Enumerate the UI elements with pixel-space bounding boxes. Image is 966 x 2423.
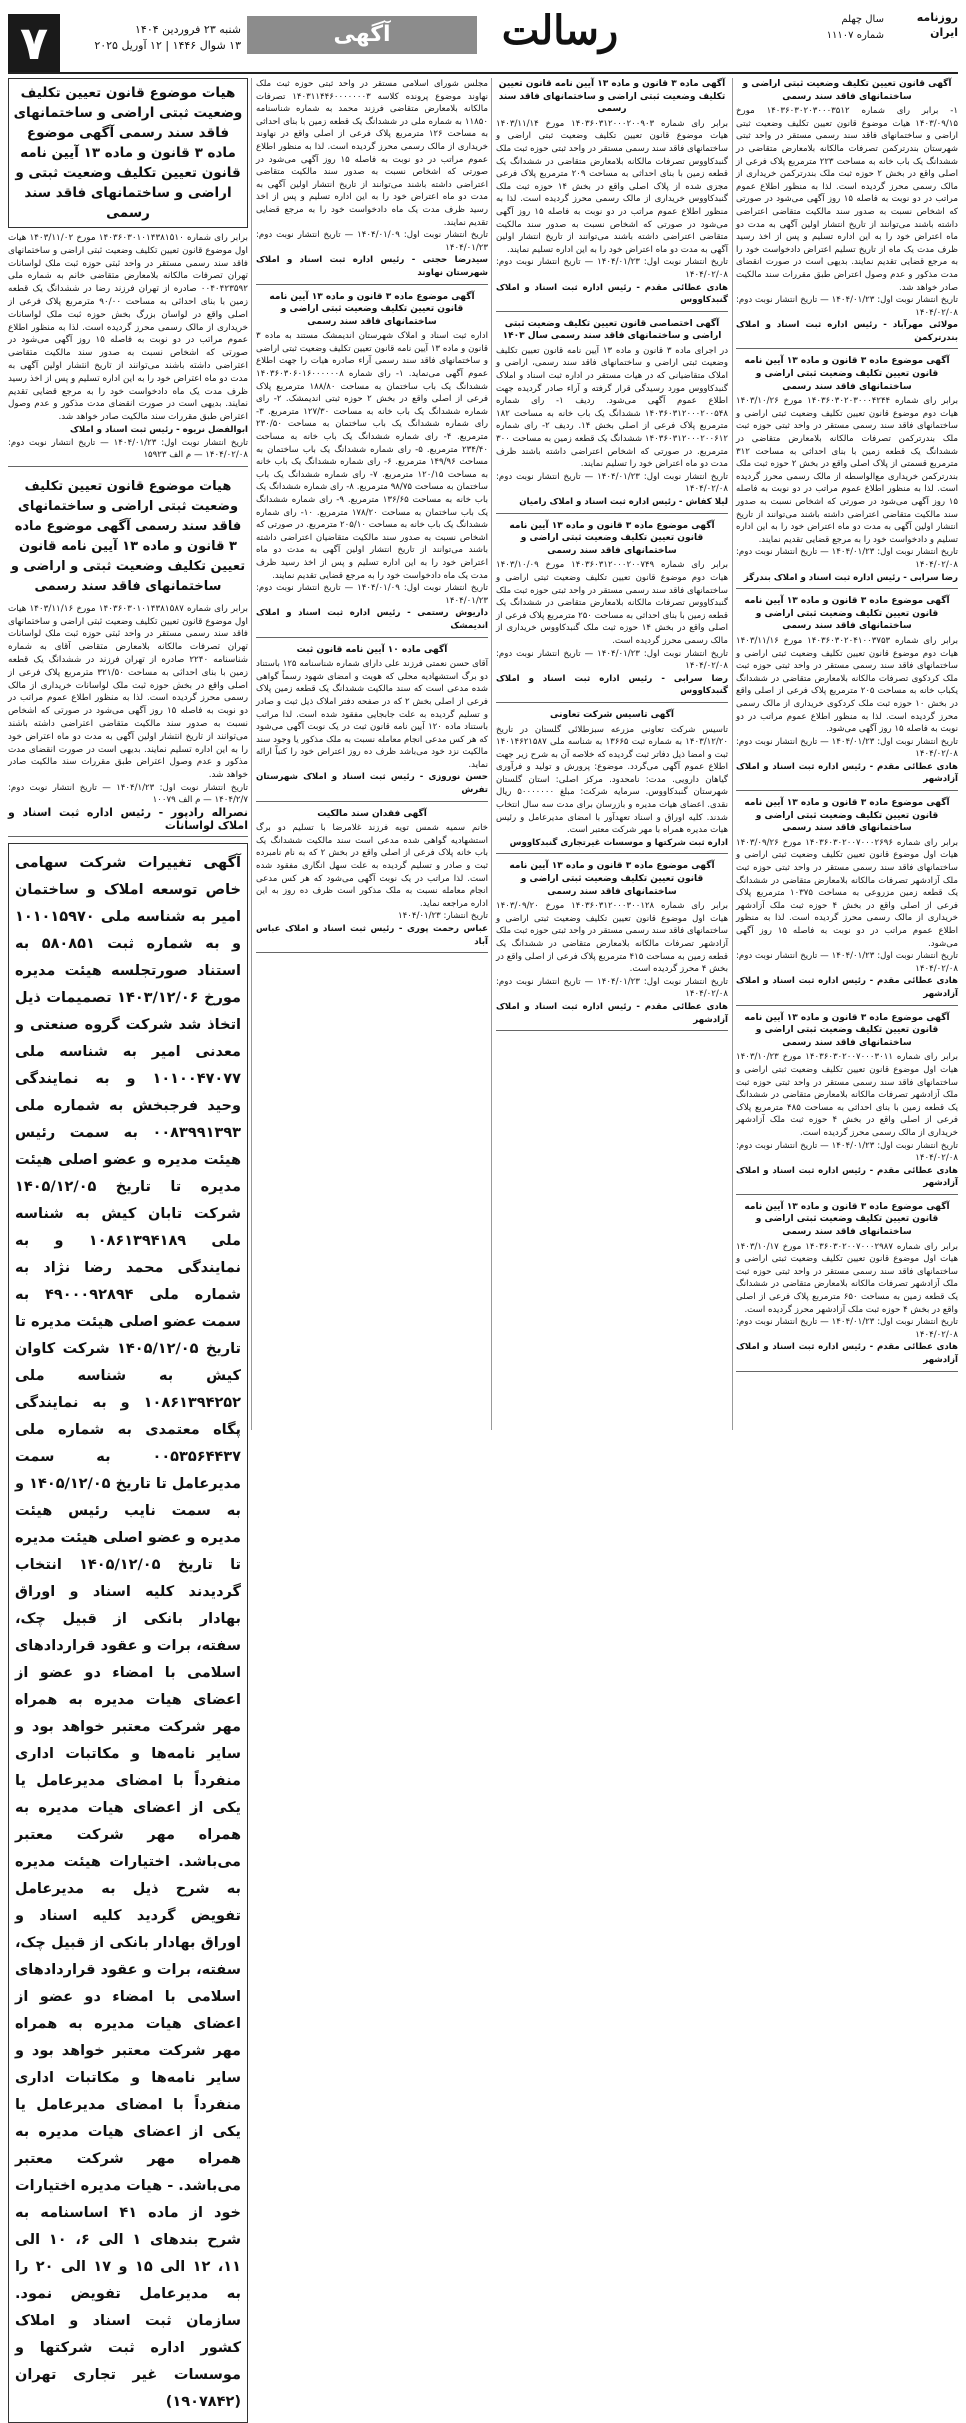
notice-signature: هادی عطائی مقدم - رئیس اداره ثبت اسناد و املاک گنبدکاووس [496,282,728,306]
notice-dates: تاریخ انتشار نوبت اول: ۱۴۰۴/۰۱/۲۳ — تاریخ انتشار نوبت دوم: ۱۴۰۴/۰۲/۰۸ [496,976,728,1000]
brand-logo [490,0,630,60]
section-title: آگهی [247,16,477,54]
notice-body: ۱- برابر رای شماره ۱۴۰۳۶۰۳۰۲۰۳۰۰۰۳۵۱۲ مورخ ۱۴۰۳/۰۹/۱۵ هیات موضوع قانون تعیین تکلیف وضعیت ثبتی اراضی و ساختمانهای فاقد سند رسمی مستقر در واحد ثبتی شهرستان بندرترکمن تصرفات مالکانه بلامعارض متقاضی در ششدانگ یک باب خانه به مساحت ۲۲۳ مترمربع پلاک فرعی از اصلی واقع در بخش ۲ حوزه ثبت ملک بندرترکمن خریداری از مالک رسمی محرز گردیده است. لذا به منظور اطلاع عموم مراتب در دو نوبت به فاصله ۱۵ روز آگهی می‌شود در صورتی که اشخاص نسبت به صدور سند مالکیت متقاضی اعتراضی داشته باشند می‌توانند از تاریخ انتشار اولین آگهی به مدت دو ماه اعتراض خود را به این اداره تسلیم و پس از اخذ رسید ظرف مدت یک ماه از تاریخ تسلیم اعتراض دادخواست خود را به مرجع قضایی تقدیم نمایند. بدیهی است در صورت انقضای مدت مذکور و عدم وصول اعتراض طبق مقررات سند مالکیت صادر خواهد شد. [736,106,959,293]
column-divider [732,78,733,1430]
notice-signature: مولائی مهرآباد - رئیس اداره ثبت اسناد و املاک بندرترکمن [736,320,958,343]
notice [256,291,488,638]
column-4 [8,78,249,2411]
notice-title: آگهی موضوع ماده ۳ قانون و ماده ۱۳ آیین نامه قانون تعیین تکلیف وضعیت ثبتی اراضی و ساختمانهای فاقد سند رسمی [744,1012,950,1048]
notice-dates: تاریخ انتشار نوبت اول: ۱۴۰۴/۰۱/۰۹ — تاریخ انتشار نوبت دوم: ۱۴۰۴/۰۱/۲۳ [256,583,488,606]
column-divider [491,78,492,1430]
notice-dates: تاریخ انتشار: ۱۴۰۴/۰۱/۲۳ [398,911,488,922]
notice-signature: هادی عطائی مقدم - رئیس اداره ثبت اسناد و املاک آزادشهر [736,976,958,999]
notice-signature: عباس رحمت پوری - رئیس ثبت اسناد و املاک عباس آباد [256,924,488,947]
date-persian: شنبه ۲۳ فروردین ۱۴۰۴ [135,23,241,36]
date-hijri-gregorian: ۱۳ شوال ۱۴۴۶ | ۱۲ آوریل ۲۰۲۵ [94,39,241,52]
notice-dates: تاریخ انتشار نوبت اول: ۱۴۰۴/۰۱/۲۳ — تاریخ انتشار نوبت دوم: ۱۴۰۴/۰۲/۰۸ [496,257,728,280]
year-label: سال چهلم [841,14,884,25]
notice [496,860,728,1031]
notice [736,1201,958,1372]
issue-meta [794,12,884,44]
featured-notice-body: برابر رای شماره ۱۴۰۳۶۰۳۰۱۰۱۴۳۸۱۵۱۰ مورخ ۱۴۰۳/۱۱/۰۲ هیات اول موضوع قانون تعیین تکلیف وضعیت ثبتی اراضی و ساختمانهای فاقد سند رسمی مستقر در واحد ثبتی حوزه ثبت ملک لواسانات تهران تصرفات مالکانه بلامعارض متقاضی خانم به شماره ملی ۰۰۴۰۴۲۳۵۹۲ صادره از تهران فرزند رضا در ششدانگ یک قطعه زمین با بنای احداثی به مساحت ۹۰/۰۰ مترمربع پلاک فرعی از اصلی واقع در لواسان بزرگ بخش حوزه ثبت ملک لواسانات خریداری از مالک رسمی محرز گردیده است. لذا به منظور اطلاع عموم مراتب در دو نوبت به فاصله ۱۵ روز آگهی می‌شود در صورتی که اشخاص نسبت به صدور سند مالکیت متقاضی اعتراضی داشته باشند می‌توانند از تاریخ انتشار اولین آگهی به مدت دو ماه اعتراض خود را به این اداره تسلیم و پس از اخذ رسید ظرف مدت یک ماه دادخواست خود را به مرجع قضایی تقدیم نمایند. بدیهی است در صورت انقضای مدت مذکور و عدم وصول اعتراض طبق مقررات سند مالکیت صادر خواهد شد. [8,233,248,423]
notice [736,78,958,349]
featured-notice [8,473,248,838]
masthead [0,0,966,74]
notice [256,644,488,802]
notice-signature: رضا سرابی - رئیس اداره ثبت اسناد و املاک گنبدکاووس [496,673,728,697]
column-3 [256,78,488,1430]
notice-body: برابر رای شماره ۱۴۰۳۶۰۳۰۲۰۴۱۰۰۳۷۵۳ مورخ ۱۴۰۳/۱۱/۱۶ هیات دوم موضوع قانون تعیین تکلیف وضعیت ثبتی اراضی و ساختمانهای فاقد سند رسمی مستقر در واحد ثبتی حوزه ثبت ملک کردکوی تصرفات مالکانه بلامعارض متقاضی در ششدانگ یکباب خانه به مساحت ۲۰۵ مترمربع پلاک فرعی از اصلی واقع در بخش ۱۰ حوزه ثبت ملک کردکوی خریداری از مالک رسمی محرز گردیده است. لذا به منظور اطلاع عموم مراتب در دو نوبت به فاصله ۱۵ روز آگهی می‌شود. [736,635,959,735]
notice-body: برابر رای شماره ۱۴۰۳۶۰۳۱۲۰۰۰۲۰۰۹۰۳ مورخ ۱۴۰۳/۱۱/۱۴ هیات موضوع قانون تعیین تکلیف وضعیت ثبتی اراضی و ساختمانهای فاقد سند رسمی مستقر در واحد ثبتی حوزه ثبت ملک گنبدکاووس تصرفات مالکانه بلامعارض متقاضی در ششدانگ یک قطعه زمین با بنای احداثی به مساحت ۲۰۹ مترمربع پلاک فرعی مجزی شده از پلاک اصلی واقع در بخش ۱۴ حوزه ثبت ملک گنبدکاووس خریداری از مالک رسمی محرز گردیده است. لذا به منظور اطلاع عموم مراتب در دو نوبت به فاصله ۱۵ روز آگهی می‌شود در صورتی که اشخاص نسبت به صدور سند مالکیت متقاضی اعتراضی داشته باشند می‌توانند از تاریخ انتشار اولین آگهی به مدت دو ماه اعتراض خود را به این اداره تسلیم نمایند. [496,118,729,255]
notice-body: در اجرای ماده ۳ قانون و ماده ۱۳ آیین نامه قانون تعیین تکلیف وضعیت ثبتی اراضی و ساختمانهای فاقد سند رسمی، اراضی و املاک متقاضیانی که در هیات مستقر در اداره ثبت اسناد و املاک گنبدکاووس مورد رسیدگی قرار گرفته و آراء صادر گردیده جهت اطلاع عموم آگهی می‌شود. ردیف ۱- رای شماره ۱۴۰۳۶۰۳۱۲۰۰۰۲۰۰۵۴۸ ششدانگ یک باب خانه به مساحت ۱۸۲ مترمربع پلاک فرعی از اصلی بخش ۱۴. ردیف ۲- رای شماره ۱۴۰۳۶۰۳۱۲۰۰۰۲۰۰۶۱۲ ششدانگ یک قطعه زمین به مساحت ۳۰۰ مترمربع. در صورتی که اشخاص اعتراضی داشته باشند ظرف مدت دو ماه اعتراض خود را تسلیم نمایند. [496,345,729,470]
notice-signature: هادی عطائی مقدم - رئیس اداره ثبت اسناد و املاک آزادشهر [496,1001,728,1025]
notice-title: آگهی ماده ۱۰ آیین نامه قانون ثبت [296,644,448,655]
notice-body: برابر رای شماره ۱۴۰۳۶۰۳۱۲۰۰۰۲۰۰۷۴۹ مورخ ۱۴۰۳/۱۰/۰۹ هیات دوم موضوع قانون تعیین تکلیف وضعیت ثبتی اراضی و ساختمانهای فاقد سند رسمی مستقر در واحد ثبتی حوزه ثبت ملک گنبدکاووس تصرفات مالکانه بلامعارض متقاضی در ششدانگ یک قطعه زمین با بنای احداثی به مساحت ۲۵۰ مترمربع پلاک فرعی از اصلی واقع در بخش ۱۴ حوزه ثبت ملک گنبدکاووس خریداری از مالک رسمی محرز گردیده است. [496,560,728,646]
company-change-text: آگهی تغییرات شرکت سهامی خاص توسعه املاک و ساختمان امیر به شناسه ملی ۱۰۱۰۱۵۹۷۰ و به شماره ثبت ۵۸۰۸۵۱ به استناد صورتجلسه هیئت مدیره مورخ ۱۴۰۳/۱۲/۰۶ تصمیمات ذیل اتخاذ شد شرکت گروه صنعتی و معدنی امیر به شناسه ملی ۱۰۱۰۰۴۷۰۷۷ و به نمایندگی وحید فرجبخش به شماره ملی ۰۰۸۳۹۹۱۳۹۳ به سمت رئیس هیئت مدیره و عضو اصلی هیئت مدیره تا تاریخ ۱۴۰۵/۱۲/۰۵ شرکت تابان کیش به شناسه ملی ۱۰۸۶۱۳۹۴۱۸۹ و به نمایندگی محمد رضا نژاد به شماره ملی ۴۹۰۰۰۹۲۸۹۴ به سمت عضو اصلی هیئت مدیره تا تاریخ ۱۴۰۵/۱۲/۰۵ شرکت کاوان کیش به شناسه ملی ۱۰۸۶۱۳۹۴۲۵۲ و به نمایندگی پگاه معتمدی به شماره ملی ۰۰۵۳۵۶۴۴۳۷ به سمت مدیرعامل تا تاریخ ۱۴۰۵/۱۲/۰۵ و به سمت نایب رئیس هیئت مدیره و عضو اصلی هیئت مدیره تا تاریخ ۱۴۰۵/۱۲/۰۵ انتخاب گردیدند کلیه اسناد و اوراق بهادار بانکی از قبیل چک، سفته، برات و عقود قراردادهای اسلامی با امضاء دو عضو از اعضای هیات مدیره به همراه مهر شرکت معتبر خواهد بود و سایر نامه‌ها و مکاتبات اداری منفرداً با امضای مدیرعامل یا یکی از اعضای هیات مدیره به همراه مهر شرکت معتبر می‌باشد. اختیارات هیئت مدیره به شرح ذیل به مدیرعامل تفویض گردید کلیه اسناد و اوراق بهادار بانکی از قبیل چک، سفته، برات و عقود قراردادهای اسلامی با امضاء دو عضو از اعضای هیات مدیره به همراه مهر شرکت معتبر خواهد بود و سایر نامه‌ها و مکاتبات اداری منفرداً با امضای مدیرعامل یا یکی از اعضای هیات مدیره به همراه مهر شرکت معتبر می‌باشد. - هیات مدیره اختیارات خود از ماده ۴۱ اساسنامه به شرح بندهای ۱ الی ۶، ۱۰ الی ۱۱، ۱۲ الی ۱۵ و ۱۷ الی ۲۰ را به مدیرعامل تفویض نمود. سازمان ثبت اسناد و املاک کشور اداره ثبت شرکتها و موسسات غیر تجاری تهران (۱۹۰۷۸۴۲) [15,855,242,2411]
notice-title: آگهی موضوع ماده ۳ قانون و ماده ۱۳ آیین نامه قانون تعیین تکلیف وضعیت ثبتی اراضی و ساختمانهای فاقد سند رسمی [509,520,715,556]
column-1 [736,78,958,1430]
featured-notice-dates: تاریخ انتشار نوبت اول: ۱۴۰۴/۱/۲۳ — تاریخ انتشار نوبت دوم: ۱۴۰۴/۲/۷ — م الف ۱۰۰۷۹ [8,782,248,806]
notice-title: آگهی موضوع ماده ۳ قانون و ماده ۱۳ آیین نامه قانون تعیین تکلیف وضعیت ثبتی اراضی و ساختمانهای فاقد سند رسمی [744,798,950,834]
featured-notice-signature: ابوالفضل نریوه - رئیس ثبت اسناد و املاک [70,424,248,435]
notice [736,1012,958,1195]
notice-title: آگهی موضوع ماده ۳ قانون و ماده ۱۳ آیین نامه قانون تعیین تکلیف وضعیت ثبتی اراضی و ساختمانهای فاقد سند رسمی [269,291,475,327]
featured-notice-body: برابر رای شماره ۱۴۰۳۶۰۳۰۱۰۱۴۳۸۱۵۸۷ مورخ ۱۴۰۳/۱۱/۱۶ هیات اول موضوع قانون تعیین تکلیف وضعیت ثبتی اراضی و ساختمانهای فاقد سند رسمی مستقر در واحد ثبتی حوزه ثبت ملک لواسانات تهران تصرفات مالکانه بلامعارض متقاضی آقای به شماره شناسنامه ۲۲۴۰ صادره از تهران فرزند در ششدانگ یک قطعه زمین با بنای احداثی به مساحت ۳۲۱/۵۰ مترمربع پلاک فرعی از اصلی واقع در بخش حوزه ثبت ملک لواسانات خریداری از مالک رسمی محرز گردیده است. لذا به منظور اطلاع عموم مراتب در دو نوبت به فاصله ۱۵ روز آگهی می‌شود در صورتی که اشخاص نسبت به صدور سند مالکیت متقاضی اعتراضی داشته باشند می‌توانند از تاریخ انتشار اولین آگهی به مدت دو ماه اعتراض خود را به این اداره تسلیم نمایند. بدیهی است در صورت انقضای مدت مذکور و عدم وصول اعتراض طبق مقررات سند مالکیت صادر خواهد شد. [8,603,249,781]
notice-title: آگهی فقدان سند مالکیت [317,808,427,819]
notice-signature: هادی عطائی مقدم - رئیس اداره ثبت اسناد و املاک آزادشهر [736,1342,958,1365]
notice-title: آگهی موضوع ماده ۳ قانون و ماده ۱۳ آیین نامه قانون تعیین تکلیف وضعیت ثبتی اراضی و ساختمانهای فاقد سند رسمی [744,356,950,392]
notice [736,595,958,791]
notice [496,709,728,855]
notice-dates: تاریخ انتشار نوبت اول: ۱۴۰۴/۰۱/۲۳ — تاریخ انتشار نوبت دوم: ۱۴۰۴/۰۲/۰۸ [736,951,958,974]
notice-dates: تاریخ انتشار نوبت اول: ۱۴۰۴/۰۱/۲۳ — تاریخ انتشار نوبت دوم: ۱۴۰۴/۰۲/۰۸ [736,1317,958,1340]
notice-dates: تاریخ انتشار نوبت اول: ۱۴۰۴/۰۱/۰۹ — تاریخ انتشار نوبت دوم: ۱۴۰۴/۰۱/۲۳ [256,230,488,253]
notice-title: آگهی تاسیس شرکت تعاونی [550,709,674,720]
notice-body: برابر رای شماره ۱۴۰۳۶۰۳۰۲۰۳۰۰۰۴۲۴۴ مورخ ۱۴۰۳/۱۰/۲۶ هیات دوم موضوع قانون تعیین تکلیف وضعیت ثبتی اراضی و ساختمانهای فاقد سند رسمی مستقر در واحد ثبتی حوزه ثبت ملک بندرترکمن تصرفات مالکانه بلامعارض متقاضی در ششدانگ یک قطعه زمین با بنای احداثی به مساحت ۳۱۲ مترمربع قسمتی از پلاک اصلی واقع در بخش ۲ حوزه ثبت ملک بندرترکمن خریداری مع‌الواسطه از مالک رسمی محرز گردیده است. لذا به منظور اطلاع عموم مراتب در دو نوبت به فاصله ۱۵ روز آگهی می‌شود در صورتی که اشخاص نسبت به صدور سند مالکیت متقاضی اعتراضی داشته باشند می‌توانند از تاریخ انتشار اولین آگهی به مدت دو ماه اعتراض خود را به این اداره تسلیم و دادخواست خود را به مرجع قضایی تقدیم نمایند. [736,396,958,545]
brand-name: رسالت [501,7,619,54]
issue-date [66,22,241,54]
notice-signature: اداره ثبت شرکتها و موسسات غیرتجاری گنبدکاووس [509,837,728,848]
notice-body: برابر رای شماره ۱۴۰۳۶۰۳۰۲۰۰۷۰۰۰۲۹۸۷ مورخ ۱۴۰۳/۱۰/۱۷ هیات اول موضوع قانون تعیین تکلیف وضعیت ثبتی اراضی و ساختمانهای فاقد سند رسمی مستقر در واحد ثبتی حوزه ثبت ملک آزادشهر تصرفات مالکانه بلامعارض متقاضی در ششدانگ یک قطعه زمین به مساحت ۶۵۰ مترمربع پلاک فرعی از اصلی واقع در بخش ۴ حوزه ثبت ملک آزادشهر محرز گردیده است. [736,1241,958,1315]
notice-signature: داریوش رستمی - رئیس اداره ثبت اسناد و املاک اندیمشک [256,608,488,631]
featured-notice-title: هیات موضوع قانون تعیین تکلیف وضعیت ثبتی اراضی و ساختمانهای فاقد سند رسمی آگهی موضوع ماده ۳ قانون و ماده ۱۳ آیین نامه قانون تعیین تکلیف وضعیت ثبتی و اراضی و ساختمانهای فاقد سند رسمی [10,478,246,594]
notice-dates: تاریخ انتشار نوبت اول: ۱۴۰۴/۰۱/۲۳ — تاریخ انتشار نوبت دوم: ۱۴۰۴/۰۲/۰۸ [736,295,958,318]
notice [256,78,488,285]
notice-signature: رضا سرابی - رئیس اداره ثبت اسناد و املاک بندرگز [743,572,958,583]
notice-dates: تاریخ انتشار نوبت اول: ۱۴۰۴/۰۱/۲۳ — تاریخ انتشار نوبت دوم: ۱۴۰۴/۰۲/۰۸ [736,547,958,570]
company-change-ad [8,843,248,2423]
daily-label: روزنامه ایران [916,11,958,39]
notice-title: آگهی ماده ۳ قانون و ماده ۱۳ آیین نامه قانون تعیین تکلیف وضعیت ثبتی اراضی و ساختمانهای فاقد سند رسمی [498,79,726,115]
page-number: ۷ [8,14,60,72]
notice-signature: حسن نوروزی - رئیس ثبت اسناد و املاک شهرستان تفرش [256,772,488,796]
notice-body: آقای حسن نعمتی فرزند علی دارای شماره شناسنامه ۱۲۵ باستناد دو برگ استشهادیه محلی که هویت و امضای شهود رسماً گواهی شده مدعی است که سند مالکیت ششدانگ یک قطعه زمین پلاک فرعی از اصلی بخش ۲ که در صفحه دفتر املاک ذیل ثبت و صادر و تسلیم گردیده به علت جابجایی مفقود شده است. لذا مراتب باستناد ماده ۱۲۰ آیین نامه قانون ثبت در یک نوبت آگهی می‌شود که هر کس مدعی انجام معامله نسبت به ملک مذکور یا وجود سند مالکیت نزد خود می‌باشد ظرف ده روز اعتراض خود را کتباً ارائه نماید. [256,659,489,770]
notice-signature: سیدرضا حجتی - رئیس اداره ثبت اسناد و املاک شهرستان نهاوند [256,255,488,278]
notice-title: آگهی اختصاصی قانون تعیین تکلیف وضعیت ثبتی اراضی و ساختمانهای فاقد سند رسمی سال ۱۴۰۳ [502,318,722,342]
featured-notice-title: هیات موضوع قانون تعیین تکلیف وضعیت ثبتی اراضی و ساختمانهای فاقد سند رسمی آگهی موضوع ماده ۳ قانون و ماده ۱۳ آیین نامه قانون تعیین تکلیف وضعیت ثبتی و اراضی و ساختمانهای فاقد سند رسمی [8,78,248,228]
column-divider [251,78,252,1430]
notice-signature: هادی عطائی مقدم - رئیس اداره ثبت اسناد و املاک آزادشهر [736,761,958,785]
masthead-rule [8,72,958,74]
notice [496,520,728,703]
notice [736,797,958,1006]
notice [496,318,728,514]
notice-body: اداره ثبت اسناد و املاک شهرستان اندیمشک مستند به ماده ۳ قانون و ماده ۱۳ آیین نامه قانون تعیین تکلیف وضعیت ثبتی اراضی و ساختمانهای فاقد سند رسمی آراء صادره هیات را جهت اطلاع عموم آگهی می‌نماید. ۱- رای شماره ۱۴۰۳۶۰۳۰۶۰۱۶۰۰۰۰۰۰۸ ششدانگ یک باب ساختمان به مساحت ۱۸۸/۸۰ مترمربع پلاک فرعی از اصلی واقع در بخش ۲ حوزه ثبتی اندیمشک. ۲- رای شماره ششدانگ یک باب خانه به مساحت ۱۲۷/۳۰ مترمربع. ۳- رای شماره ششدانگ یک باب ساختمان به مساحت ۲۳۰/۵۰ مترمربع. ۴- رای شماره ششدانگ یک باب خانه به مساحت ۲۳۴/۴۰ مترمربع. ۵- رای شماره ششدانگ یک باب ساختمان به مساحت ۱۴۹/۹۶ مترمربع. ۶- رای شماره ششدانگ یک باب خانه به مساحت ۱۲۰/۱۵ مترمربع. ۷- رای شماره ششدانگ یک باب ساختمان به مساحت ۹۸/۷۵ مترمربع. ۸- رای شماره ششدانگ یک باب خانه به مساحت ۱۳۶/۶۵ مترمربع. ۹- رای شماره ششدانگ یک باب ساختمان به مساحت ۱۷۸/۲۰ مترمربع. ۱۰- رای شماره ششدانگ یک باب خانه به مساحت ۲۰۵/۱۰ مترمربع. در صورتی که اشخاص نسبت به صدور سند مالکیت متقاضیان اعتراضی داشته باشند می‌توانند از تاریخ انتشار اولین آگهی به مدت دو ماه اعتراض خود را به این اداره تسلیم و پس از اخذ رسید ظرف مدت یک ماه دادخواست خود را به مرجع قضایی تقدیم نمایند. [255,331,488,581]
notice-signature: هادی عطائی مقدم - رئیس اداره ثبت اسناد و املاک آزادشهر [736,1165,958,1189]
notice [736,355,958,589]
notice-body: مجلس شورای اسلامی مستقر در واحد ثبتی حوزه ثبت ملک نهاوند موضوع پرونده کلاسه ۱۴۰۳۱۱۴۴۶۰۰۰۰۰۰۰۳ تصرفات مالکانه بلامعارض متقاضی فرزند محمد به شماره شناسنامه ۱۱۸۵۰ به شماره ملی در ششدانگ یک قطعه زمین با بنای احداثی به مساحت ۱۲۶ مترمربع پلاک فرعی از اصلی واقع در نهاوند خریداری از مالک رسمی محرز گردیده است. لذا به منظور اطلاع عموم مراتب در دو نوبت به فاصله ۱۵ روز آگهی می‌شود در صورتی که اشخاص نسبت به صدور سند مالکیت متقاضی اعتراضی داشته باشند می‌توانند از تاریخ انتشار اولین آگهی به مدت دو ماه اعتراض خود را به این اداره تسلیم و پس از اخذ رسید ظرف مدت یک ماه دادخواست خود را به مرجع قضایی تقدیم نمایند. [256,79,488,228]
notice-body: تاسیس شرکت تعاونی مزرعه سبزطلائی گلستان در تاریخ ۱۴۰۳/۱۲/۲۰ به شماره ثبت ۱۳۶۶۵ به شناسه ملی ۱۴۰۱۴۶۲۱۵۸۷ ثبت و امضا ذیل دفاتر ثبت گردیده که خلاصه آن به شرح زیر جهت اطلاع عموم آگهی می‌گردد. موضوع: پرورش و تولید و فرآوری گیاهان دارویی. مدت: نامحدود. مرکز اصلی: استان گلستان شهرستان گنبدکاووس. سرمایه شرکت: مبلغ ۵۰۰۰۰۰۰۰ ریال نقدی. اعضای هیات مدیره و بازرسان برای مدت سه سال انتخاب شدند. کلیه اوراق و اسناد تعهدآور با امضای مدیرعامل و رئیس هیات مدیره همراه با مهر شرکت معتبر است. [496,724,728,836]
notice-title: آگهی موضوع ماده ۳ قانون و ماده ۱۳ آیین نامه قانون تعیین تکلیف وضعیت ثبتی اراضی و ساختمانهای فاقد سند رسمی [509,861,715,897]
featured-notice [8,78,248,467]
notice-title: آگهی موضوع ماده ۳ قانون و ماده ۱۳ آیین نامه قانون تعیین تکلیف وضعیت ثبتی اراضی و ساختمانهای فاقد سند رسمی [744,596,950,632]
notice-title: آگهی قانون تعیین تکلیف وضعیت ثبتی اراضی و ساختمانهای فاقد سند رسمی [742,79,952,102]
notice-body: برابر رای شماره ۱۴۰۳۶۰۳۱۲۰۰۰۳۰۰۱۲۸ مورخ ۱۴۰۳/۰۹/۲۰ هیات اول موضوع قانون تعیین تکلیف وضعیت ثبتی اراضی و ساختمانهای فاقد سند رسمی مستقر در واحد ثبتی حوزه ثبت ملک آزادشهر تصرفات مالکانه بلامعارض متقاضی در ششدانگ یک قطعه زمین به مساحت ۴۱۵ مترمربع پلاک فرعی از اصلی واقع در بخش ۴ محرز گردیده است. [496,901,728,975]
featured-notice-signature: نصراله رادپور - رئیس اداره ثبت اسناد و املاک لواسانات [8,806,248,832]
notice-title: آگهی موضوع ماده ۳ قانون و ماده ۱۳ آیین نامه قانون تعیین تکلیف وضعیت ثبتی اراضی و ساختمانهای فاقد سند رسمی [744,1201,950,1238]
notice [496,78,728,312]
notice-dates: تاریخ انتشار نوبت اول: ۱۴۰۴/۰۱/۲۳ — تاریخ انتشار نوبت دوم: ۱۴۰۴/۰۲/۰۸ [736,1140,958,1164]
notice-body: خانم سمیه شمس تویه فرزند غلامرضا با تسلیم دو برگ استشهادیه گواهی شده مدعی است سند مالکیت ششدانگ یک باب خانه پلاک فرعی از اصلی واقع در بخش ۲ که به نام نامبرده ثبت و صادر و تسلیم گردیده به علت سهل انگاری مفقود شده است. لذا مراتب در یک نوبت آگهی می‌شود که هر کس مدعی انجام معامله نسبت به ملک مذکور است ظرف ده روز به این اداره مراجعه نماید. [256,823,489,909]
notice-signature: لیلا کفاش - رئیس اداره ثبت اسناد و املاک رامیان [519,497,728,507]
issue-number: شماره ۱۱۱۰۷ [826,30,884,41]
featured-notice-dates: تاریخ انتشار نوبت اول: ۱۴۰۴/۰۱/۲۳ — تاریخ انتشار نوبت دوم: ۱۴۰۴/۰۲/۰۸ — م الف ۱۵۹۲۳ [8,437,248,461]
notice-dates: تاریخ انتشار نوبت اول: ۱۴۰۴/۰۱/۲۳ — تاریخ انتشار نوبت دوم: ۱۴۰۴/۰۲/۰۸ [736,736,958,760]
notice-dates: تاریخ انتشار نوبت اول: ۱۴۰۴/۰۱/۲۳ — تاریخ انتشار نوبت دوم: ۱۴۰۴/۰۲/۰۸ [496,471,728,495]
notice-body: برابر رای شماره ۱۴۰۳۶۰۳۰۲۰۰۷۰۰۰۳۰۱۱ مورخ ۱۴۰۳/۱۰/۲۳ هیات اول موضوع قانون تعیین تکلیف وضعیت ثبتی اراضی و ساختمانهای فاقد سند رسمی مستقر در واحد ثبتی حوزه ثبت ملک آزادشهر تصرفات مالکانه بلامعارض متقاضی در ششدانگ یک قطعه زمین با بنای احداثی به مساحت ۴۸۵ مترمربع پلاک فرعی از اصلی واقع در بخش ۴ حوزه ثبت ملک آزادشهر خریداری از مالک رسمی محرز گردیده است. [736,1052,958,1138]
column-2 [496,78,728,1430]
notice-dates: تاریخ انتشار نوبت اول: ۱۴۰۴/۰۱/۲۳ — تاریخ انتشار نوبت دوم: ۱۴۰۴/۰۲/۰۸ [496,648,728,672]
notice-body: برابر رای شماره ۱۴۰۳۶۰۳۰۲۰۰۷۰۰۰۲۶۹۶ مورخ ۱۴۰۳/۰۹/۲۶ هیات اول موضوع قانون تعیین تکلیف وضعیت ثبتی اراضی و ساختمانهای فاقد سند رسمی مستقر در واحد ثبتی حوزه ثبت ملک آزادشهر تصرفات مالکانه بلامعارض متقاضی در ششدانگ یک قطعه زمین مزروعی به مساحت ۱۰۳۷۵ مترمربع پلاک فرعی از اصلی واقع در بخش ۴ حوزه ثبت ملک آزادشهر خریداری از مالک رسمی محرز گردیده است. لذا به منظور اطلاع عموم مراتب در دو نوبت به فاصله ۱۵ روز آگهی می‌شود. [736,837,958,949]
notice [256,808,488,954]
